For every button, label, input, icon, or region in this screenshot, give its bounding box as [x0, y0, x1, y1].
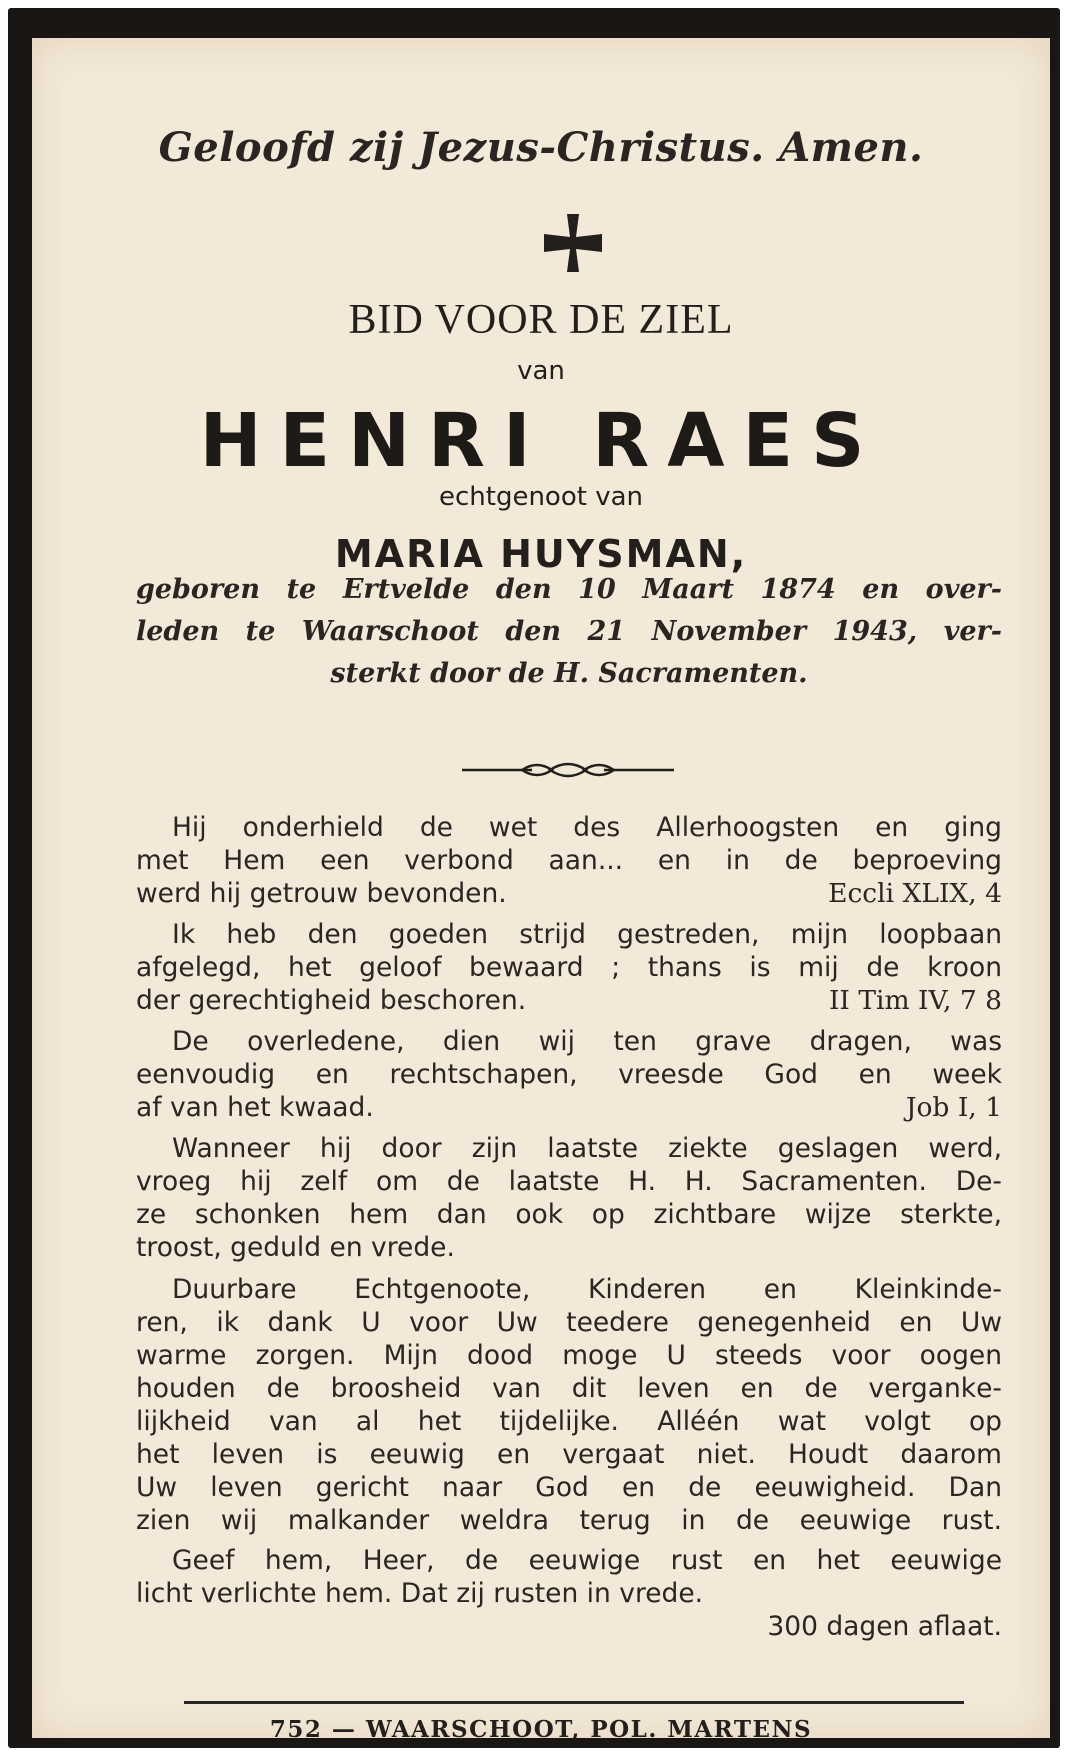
- verse-line: Ik heb den goeden strijd gestreden, mijn loopbaan: [172, 919, 1002, 950]
- verse-line: De overledene, dien wij ten grave dragen, was: [172, 1026, 1002, 1057]
- farewell-paragraph: [136, 1273, 1002, 1537]
- scripture-reference: Job I, 1: [905, 1092, 1002, 1123]
- spouse-name: MARIA HUYSMAN,: [334, 532, 748, 576]
- paragraph-line: lijkheid van al het tijdelijke. Alléén wat volgt op: [136, 1406, 1002, 1437]
- paragraph-line: houden de broosheid van dit leven en de vergankе-: [136, 1373, 1002, 1404]
- verse-block: [136, 918, 1002, 1017]
- illness-paragraph: [136, 1132, 1002, 1264]
- motto: Geloofd zij Jezus-Christus. Amen.: [158, 124, 924, 171]
- birth-death-line: geboren te Ertvelde den 10 Maart 1874 en over-: [136, 574, 1002, 605]
- paragraph-line: warme zorgen. Mijn dood moge U steeds voor oogen: [136, 1340, 1002, 1371]
- prayer-request: BID VOOR DE ZIEL: [348, 297, 734, 343]
- paragraph-line: ze schonken hem dan ook op zichtbare wijze sterkte,: [136, 1199, 1002, 1230]
- flourish-divider-icon: [462, 758, 674, 782]
- verse-block: [136, 811, 1002, 910]
- paragraph-line: vroeg hij zelf om de laatste H. H. Sacramenten. De-: [136, 1166, 1002, 1197]
- footer-divider: [184, 1701, 964, 1704]
- paragraph-line: Wanneer hij door zijn laatste ziekte geslagen werd,: [172, 1133, 1002, 1164]
- memorial-card-border: [8, 8, 1060, 1748]
- birth-death-line: sterkt door de H. Sacramenten.: [330, 658, 808, 689]
- verse-block: [136, 1025, 1002, 1124]
- verse-line: der gerechtigheid beschoren.: [136, 985, 527, 1016]
- memorial-card: [32, 38, 1050, 1743]
- paragraph-line: Duurbare Echtgenoote, Kinderen en Kleinkinde-: [172, 1274, 1002, 1305]
- van-label: van: [517, 356, 565, 386]
- scripture-reference: Eccli XLIX, 4: [828, 878, 1002, 909]
- paragraph-line: troost, geduld en vrede.: [136, 1232, 455, 1263]
- birth-death-line: leden te Waarschoot den 21 November 1943, ver-: [136, 616, 1002, 647]
- verse-line: af van het kwaad.: [136, 1092, 374, 1123]
- cross-pattee-icon: [540, 210, 606, 276]
- spouse-intro: echtgenoot van: [438, 482, 643, 512]
- printer-imprint: 752 — WAARSCHOOT, POL. MARTENS: [269, 1716, 813, 1743]
- closing-prayer: [136, 1544, 1002, 1643]
- paragraph-line: zien wij malkander weldra terug in de eeuwige rust.: [136, 1505, 1002, 1536]
- indulgence: 300 dagen aflaat.: [767, 1611, 1002, 1642]
- scripture-reference: II Tim IV, 7 8: [828, 985, 1002, 1016]
- paragraph-line: het leven is eeuwig en vergaat niet. Houdt daarom: [136, 1439, 1002, 1470]
- prayer-line: Geef hem, Heer, de eeuwige rust en het eeuwige: [172, 1545, 1002, 1576]
- paragraph-line: Uw leven gericht naar God en de eeuwigheid. Dan: [136, 1472, 1002, 1503]
- verse-line: met Hem een verbond aan... en in de beproeving: [136, 845, 1002, 876]
- deceased-name: HENRI RAES: [199, 398, 883, 484]
- verse-line: eenvoudig en rechtschapen, vreesde God en week: [136, 1059, 1002, 1090]
- prayer-line: licht verlichte hem. Dat zij rusten in vrede.: [136, 1578, 704, 1609]
- paragraph-line: ren, ik dank U voor Uw teedere genegenheid en Uw: [136, 1307, 1002, 1338]
- verse-line: werd hij getrouw bevonden.: [136, 878, 507, 909]
- verse-line: afgelegd, het geloof bewaard ; thans is mij de kroon: [136, 952, 1002, 983]
- verse-line: Hij onderhield de wet des Allerhoogsten en ging: [172, 812, 1002, 843]
